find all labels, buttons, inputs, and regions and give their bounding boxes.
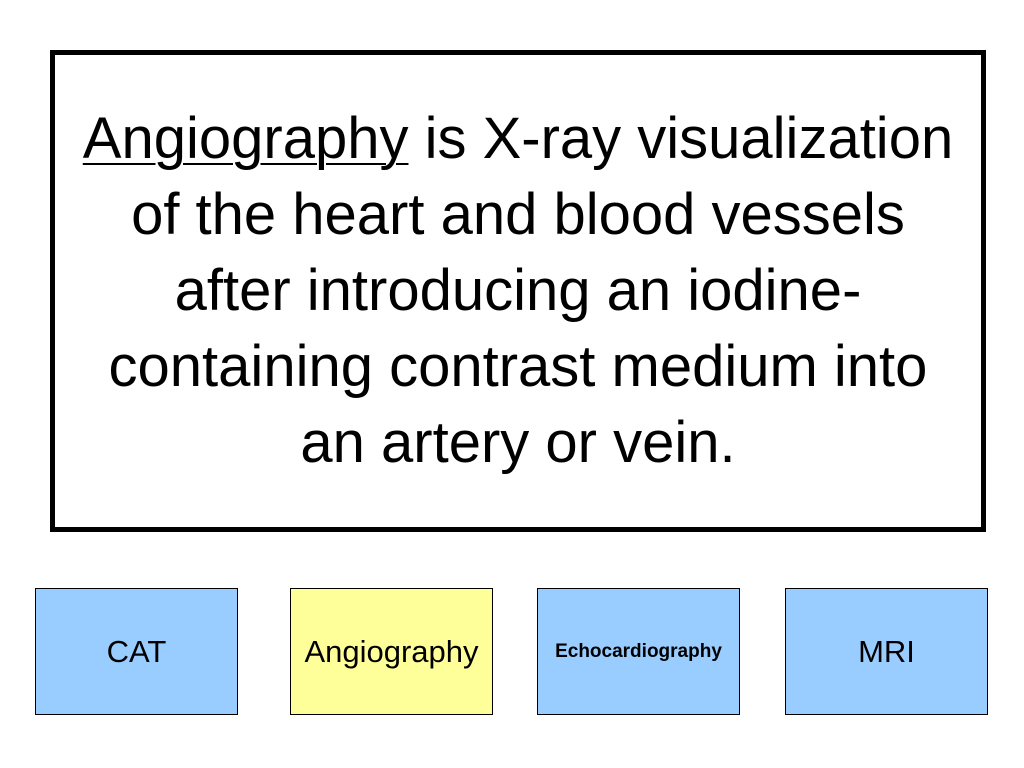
- definition-term: Angiography: [82, 106, 409, 171]
- answer-label: Angiography: [304, 633, 479, 669]
- answer-button-mri[interactable]: [785, 588, 988, 715]
- definition-card: [50, 50, 986, 532]
- answer-label: Echocardiography: [555, 640, 722, 662]
- answer-button-echocardiography[interactable]: [537, 588, 740, 715]
- answer-label: CAT: [106, 633, 167, 669]
- definition-body: is X-ray visualization of the heart and blood vessels after introducing an iodine-containing contrast medium into an artery or vein.: [108, 106, 954, 475]
- answer-button-angiography[interactable]: [290, 588, 493, 715]
- answer-label: MRI: [858, 633, 915, 669]
- answer-button-cat[interactable]: [35, 588, 238, 715]
- definition-text: [78, 101, 958, 481]
